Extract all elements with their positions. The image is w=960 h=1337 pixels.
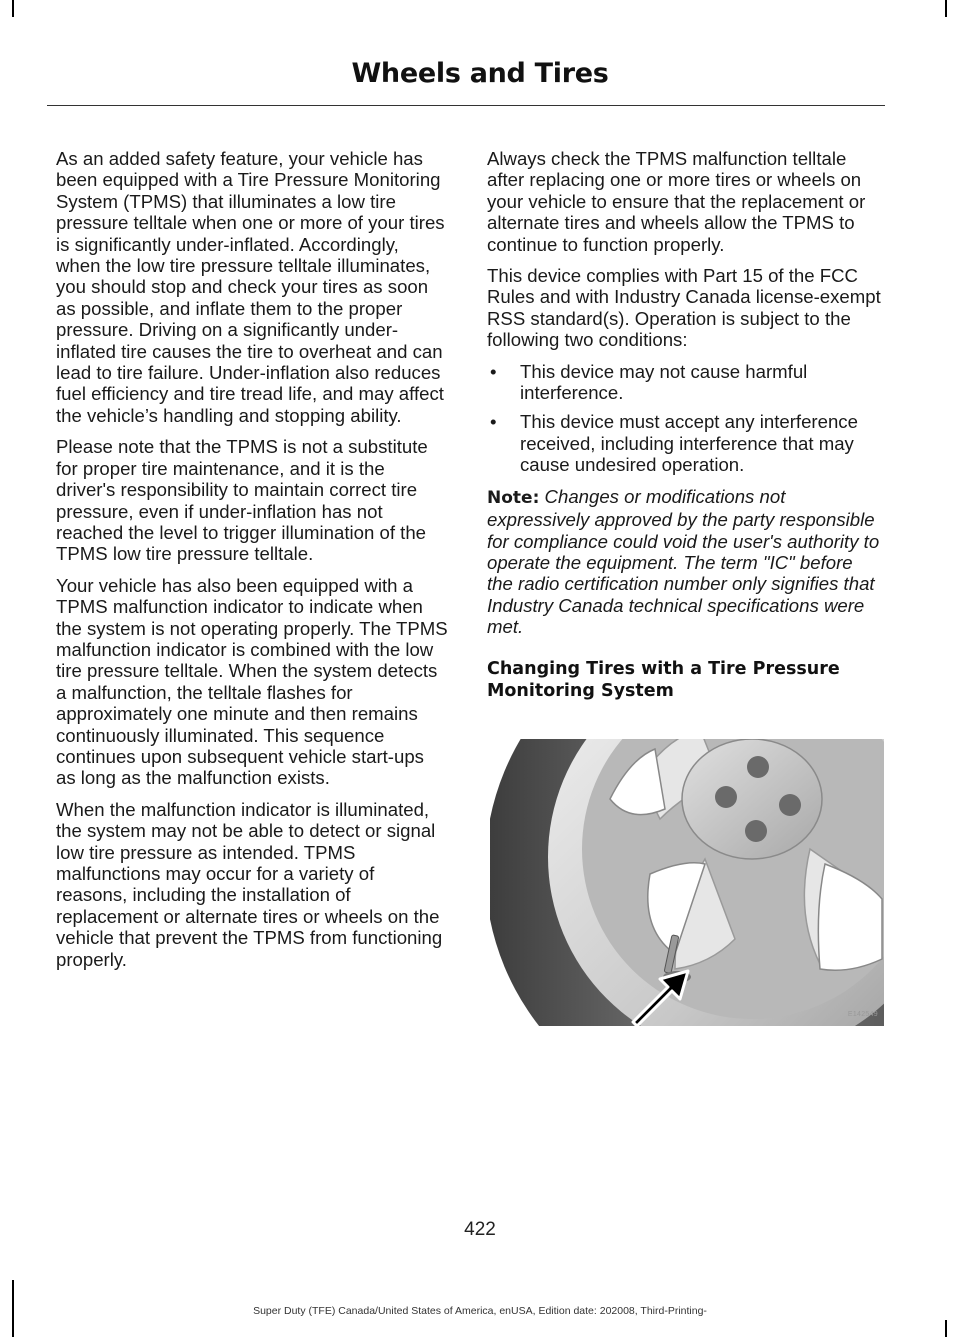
conditions-list <box>487 361 882 476</box>
bullet-symbol: • <box>490 360 497 382</box>
list-item <box>487 411 882 475</box>
left-column <box>56 148 448 980</box>
footer-text: Super Duty (TFE) Canada/United States of America, enUSA, Edition date: 202008, Third-Printing- <box>253 1305 707 1317</box>
page-title: Wheels and Tires <box>351 58 609 89</box>
paragraph-malfunction-causes: When the malfunction indicator is illuminated, the system may not be able to detect or signal low tire pressure as intended. TPMS malfunctions may occur for a variety of reasons, including the installation of replacement or alternate tires or wheels on the vehicle that prevent the TPMS from functioning properly. <box>56 798 443 970</box>
paragraph-check-telltale: Always check the TPMS malfunction telltale after replacing one or more tires or wheels on your vehicle to ensure that the replacement or alternate tires and wheels allow the TPMS to continue to function properly. <box>487 148 866 255</box>
note-paragraph <box>487 486 882 638</box>
list-item <box>487 361 882 404</box>
paragraph-tpms-substitute: Please note that the TPMS is not a substitute for proper tire maintenance, and it is the driver's responsibility to maintain correct tire pressure, even if under-inflation has not reached the level to trigger illumination of the TPMS low tire pressure telltale. <box>56 436 428 565</box>
tire-valve-figure <box>490 739 884 1026</box>
paragraph-fcc-compliance: This device complies with Part 15 of the FCC Rules and with Industry Canada license-exempt RSS standard(s). Operation is subject to the following two conditions: <box>487 265 881 351</box>
note-text: Changes or modifications not expressively approved by the party responsible for compliance could void the user's authority to operate the equipment. The term "IC" before the radio certification number only signifies that Industry Canada technical specifications were met. <box>487 485 880 638</box>
list-item-text: This device must accept any interference received, including interference that may cause undesired operation. <box>520 411 858 476</box>
list-item-text: This device may not cause harmful interference. <box>520 360 808 404</box>
crop-mark-bottom-right <box>945 1320 947 1337</box>
paragraph-malfunction-indicator: Your vehicle has also been equipped with a TPMS malfunction indicator to indicate when the system is not operating properly. The TPMS malfunction indicator is combined with the low tire pressure telltale. When the system detects a malfunction, the telltale flashes for approximately one minute and then remains continuously illuminated. This sequence continues upon subsequent vehicle start-ups as long as the malfunction exists. <box>56 574 448 789</box>
bullet-symbol: • <box>490 411 497 433</box>
note-label: Note: <box>487 487 540 508</box>
paragraph-tpms-intro: As an added safety feature, your vehicle has been equipped with a Tire Pressure Monitoring System (TPMS) that illuminates a low tire pressure telltale when one or more of your tires is significantly under-inflated. Accordingly, when the low tire pressure telltale illuminates, you should stop and check your tires as soon as possible, and inflate them to the proper pressure. Driving on a significantly under-inflated tire causes the tire to overheat and can lead to tire failure. Under-inflation also reduces fuel efficiency and tire tread life, and may affect the vehicle’s handling and stopping ability. <box>56 148 445 426</box>
figure-code: E142549 <box>847 1011 878 1018</box>
wheel-illustration <box>490 739 884 1026</box>
page-number: 422 <box>464 1219 496 1240</box>
right-column <box>487 148 882 702</box>
section-heading: Changing Tires with a Tire Pressure Monitoring System <box>487 658 840 701</box>
crop-mark-top-right <box>945 0 947 17</box>
header-divider <box>47 105 885 106</box>
crop-mark-top-left <box>12 0 14 17</box>
